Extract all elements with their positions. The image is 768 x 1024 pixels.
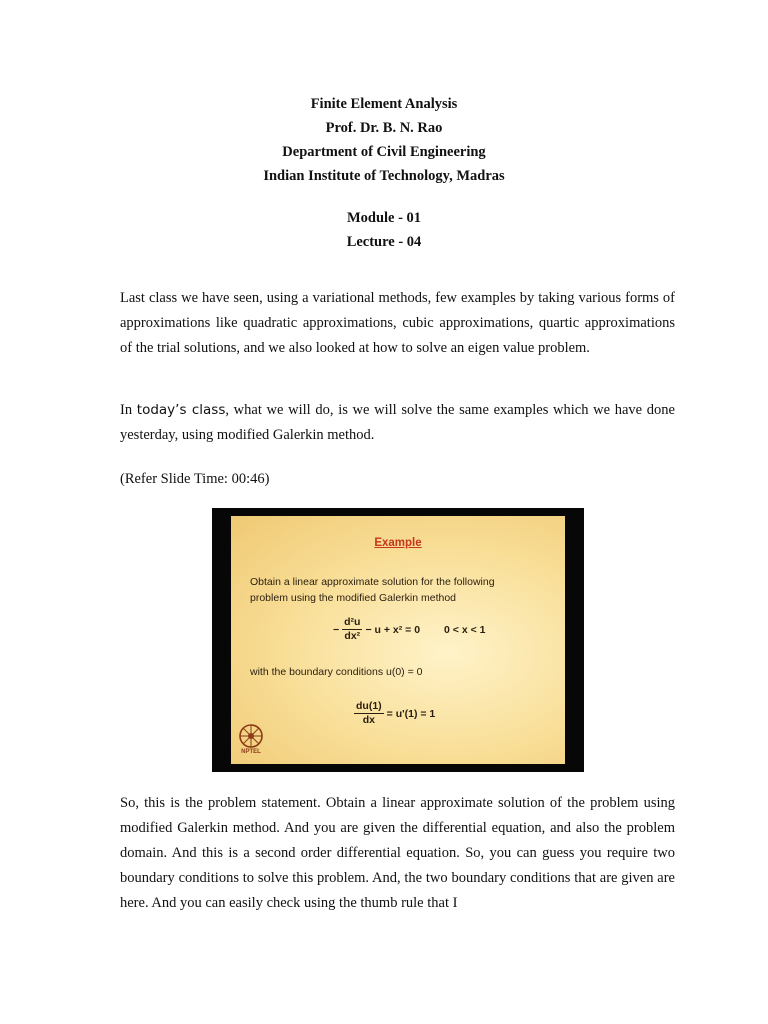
module-number: Module - 01 xyxy=(346,210,422,226)
course-title: Finite Element Analysis xyxy=(310,96,458,112)
paragraph-today-highlight: today’s class xyxy=(136,402,226,418)
slide-line-1: Obtain a linear approximate solution for the following xyxy=(250,576,495,588)
slide-title: Example xyxy=(374,537,422,549)
second-derivative-fraction xyxy=(342,616,362,643)
differential-equation xyxy=(333,616,486,643)
professor-name: Prof. Dr. B. N. Rao xyxy=(325,120,443,136)
paragraph-today xyxy=(120,398,675,448)
equation-minus: − xyxy=(333,623,340,636)
document-header xyxy=(0,92,768,254)
paragraph-intro: Last class we have seen, using a variational methods, few examples by taking various forms of approximations like quadratic approximations, cubic approximations, quartic approximations of the trial solutions, and we also looked at how to solve an eigen value problem. xyxy=(120,290,675,356)
boundary-conditions-text: with the boundary conditions u(0) = 0 xyxy=(250,666,423,678)
lecture-number: Lecture - 04 xyxy=(346,234,422,250)
department-name: Department of Civil Engineering xyxy=(282,144,486,160)
paragraph-today-prefix: In xyxy=(120,402,137,418)
boundary-equation-rest: = u'(1) = 1 xyxy=(386,707,436,720)
slide-image xyxy=(212,508,584,772)
problem-domain: 0 < x < 1 xyxy=(444,623,486,636)
boundary-condition-equation xyxy=(351,700,435,727)
fraction-numerator: d²u xyxy=(344,616,361,628)
institute-name: Indian Institute of Technology, Madras xyxy=(263,168,505,184)
slide-content xyxy=(231,516,565,764)
nptel-wheel-icon xyxy=(236,723,266,749)
equation-rest: − u + x² = 0 xyxy=(365,623,421,636)
fraction-denominator: dx xyxy=(362,714,375,726)
refer-slide-time: (Refer Slide Time: 00:46) xyxy=(120,471,270,487)
paragraph-problem-statement: So, this is the problem statement. Obtain a linear approximate solution of the problem using modified Galerkin method. And you are given the differential equation, and also the problem domain. And this is a second order differential equation. So, you can guess you require two boundary conditions to solve this problem. And, the two boundary conditions that are given are here. And you can easily check using the thumb rule that I xyxy=(120,795,675,911)
fraction-numerator: du(1) xyxy=(356,700,382,712)
fraction-denominator: dx² xyxy=(344,630,361,642)
nptel-logo xyxy=(236,723,266,759)
slide-line-2: problem using the modified Galerkin method xyxy=(250,592,457,604)
paragraph-today-rest: , what we will do, is we will solve the same examples which we have done yesterday, using modified Galerkin method. xyxy=(120,402,675,443)
nptel-logo-text: NPTEL xyxy=(241,749,261,755)
derivative-fraction xyxy=(354,700,384,727)
